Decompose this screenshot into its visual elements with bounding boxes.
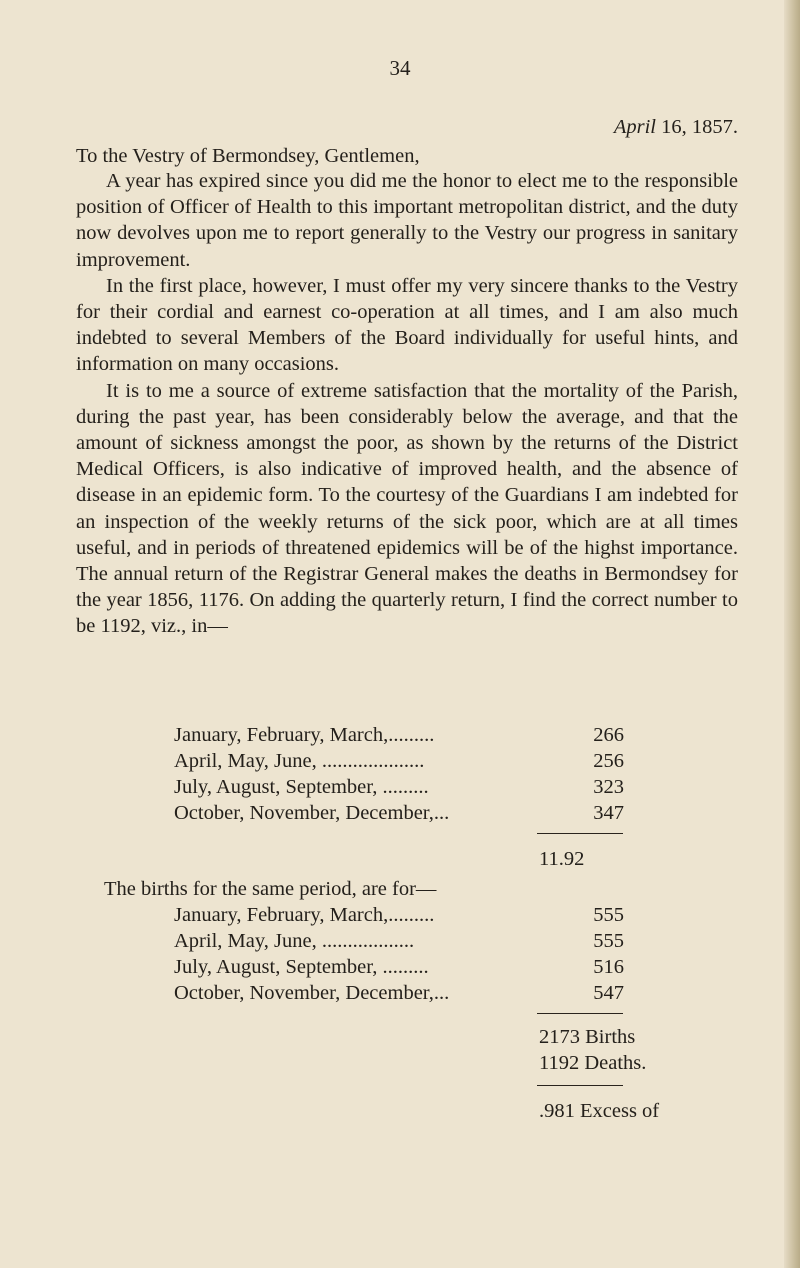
- quarter-label: January, February, March,.........: [174, 904, 435, 926]
- quarter-value: 555: [593, 930, 624, 952]
- quarter-label: July, August, September, .........: [174, 776, 429, 798]
- deaths-row-q1: [174, 722, 624, 748]
- deaths-total-line: 1192 Deaths.: [539, 1052, 647, 1074]
- quarter-value: 516: [593, 956, 624, 978]
- quarter-label: April, May, June, ..................: [174, 930, 415, 952]
- births-intro: The births for the same period, are for—: [104, 878, 437, 900]
- births-total: 2173 Births: [539, 1026, 636, 1048]
- deaths-total: 11.92: [539, 848, 585, 870]
- salutation: To the Vestry of Bermondsey, Gentlemen,: [76, 145, 420, 167]
- births-row-q4: [174, 980, 624, 1006]
- quarter-label: January, February, March,.........: [174, 724, 435, 746]
- deaths-row-q4: [174, 800, 624, 826]
- sum-rule: [537, 1013, 623, 1014]
- difference-rule: [537, 1085, 623, 1086]
- page-number: 34: [389, 56, 411, 80]
- excess-line: .981 Excess of: [539, 1100, 660, 1122]
- deaths-row-q2: [174, 748, 624, 774]
- quarter-label: October, November, December,...: [174, 802, 450, 824]
- page-edge-shadow: [784, 0, 800, 1268]
- births-row-q3: [174, 954, 624, 980]
- quarter-label: April, May, June, ....................: [174, 750, 425, 772]
- paragraph: A year has expired since you did me the honor to elect me to the responsible position of Officer of Health to this important metropolitan district, and the duty now devolves upon me to report generally to the Vestry our progress in sanitary improvement.: [76, 170, 738, 271]
- quarter-label: October, November, December,...: [174, 982, 450, 1004]
- quarter-value: 555: [593, 904, 624, 926]
- quarter-value: 347: [593, 802, 624, 824]
- births-row-q1: [174, 902, 624, 928]
- report-body: [76, 168, 738, 640]
- date-rest: 16, 1857.: [656, 116, 738, 138]
- letter-date: [76, 114, 738, 140]
- quarter-value: 323: [593, 776, 624, 798]
- paragraph: It is to me a source of extreme satisfaction that the mortality of the Parish, during the past year, has been considerably below the average, and that the amount of sickness amongst the poor, as shown by the returns of the District Medical Officers, is also indicative of improved health, and the absence of disease in an epidemic form. To the courtesy of the Guardians I am indebted for an inspection of the weekly returns of the sick poor, which are at all times useful, and in periods of threatened epidemics will be of the highst importance. The annual return of the Registrar General makes the deaths in Bermondsey for the year 1856, 1176. On adding the quarterly return, I find the correct number to be 1192, viz., in—: [76, 379, 738, 638]
- quarter-value: 266: [593, 724, 624, 746]
- quarter-value: 256: [593, 750, 624, 772]
- date-month: April: [613, 116, 656, 138]
- deaths-row-q3: [174, 774, 624, 800]
- births-row-q2: [174, 928, 624, 954]
- quarter-label: July, August, September, .........: [174, 956, 429, 978]
- paragraph: In the first place, however, I must offer my very sincere thanks to the Vestry for their cordial and earnest co-operation at all times, and I am also much indebted to several Members of the Board individually for useful hints, and information on many occasions.: [76, 274, 738, 376]
- quarter-value: 547: [593, 982, 624, 1004]
- sum-rule: [537, 833, 623, 834]
